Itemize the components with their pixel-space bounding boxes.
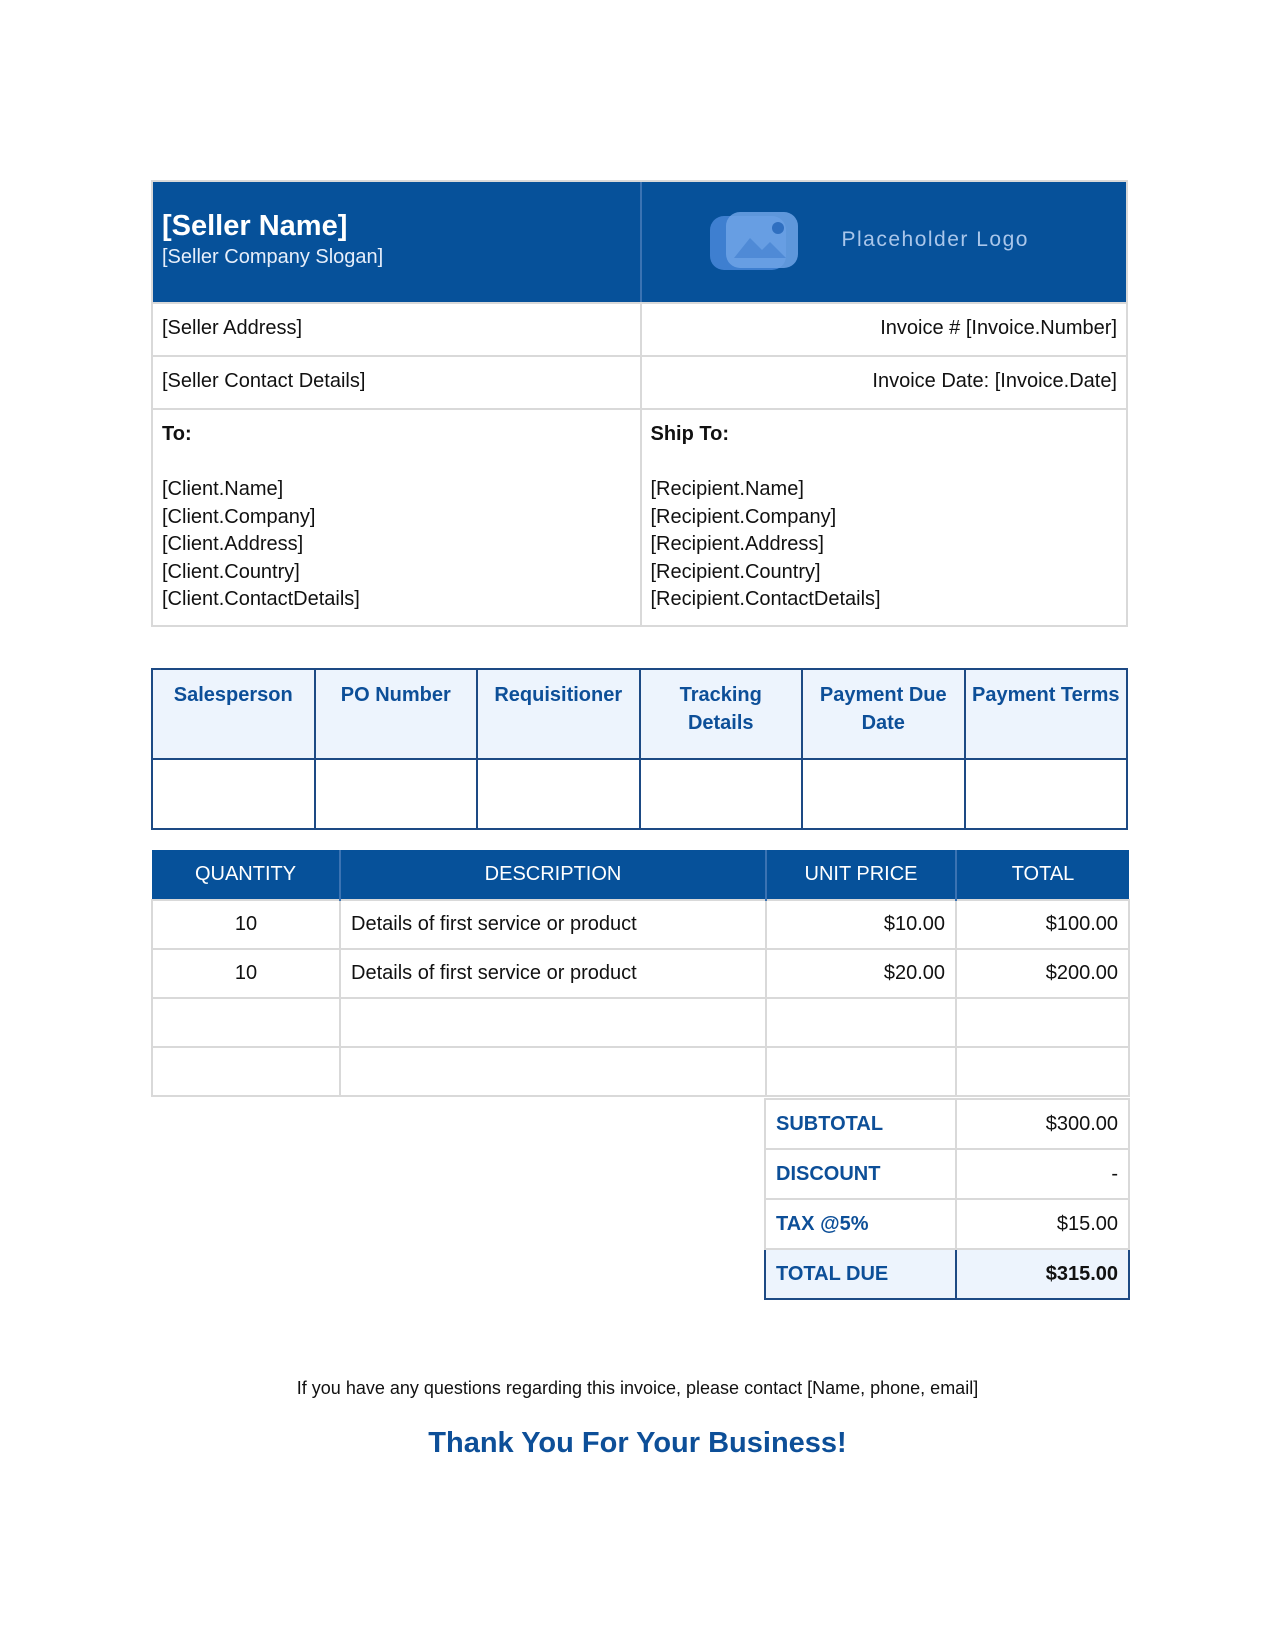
salesperson-cell <box>152 759 315 829</box>
ship-to-line: [Recipient.ContactDetails] <box>650 588 881 610</box>
empty-cell <box>152 998 340 1047</box>
empty-cell <box>152 1047 340 1096</box>
seller-name: [Seller Name] <box>162 210 348 242</box>
header-po-number: PO Number <box>315 669 478 759</box>
seller-slogan: [Seller Company Slogan] <box>162 246 384 268</box>
address-row <box>153 408 1126 625</box>
table-row <box>152 998 1129 1047</box>
discount-label: DISCOUNT <box>765 1149 956 1199</box>
seller-contact: [Seller Contact Details] <box>162 370 366 392</box>
header-banner <box>153 182 1126 302</box>
header-description: DESCRIPTION <box>340 850 766 900</box>
bill-to-line: [Client.Company] <box>162 505 316 528</box>
item-quantity: 10 <box>152 900 340 949</box>
discount-value: - <box>956 1149 1129 1199</box>
order-info-table <box>151 668 1128 830</box>
item-total: $100.00 <box>956 900 1129 949</box>
bill-to-line: [Client.ContactDetails] <box>162 588 360 610</box>
subtotal-value: $300.00 <box>956 1099 1129 1149</box>
ship-to-line: [Recipient.Name] <box>650 478 804 500</box>
tax-label: TAX @5% <box>765 1199 956 1249</box>
empty-cell <box>340 998 766 1047</box>
table-row <box>152 949 1129 998</box>
line-items-table <box>151 850 1130 1097</box>
header-tracking-details: Tracking Details <box>640 669 803 759</box>
bill-to-line: [Client.Name] <box>162 478 284 500</box>
item-description: Details of first service or product <box>340 900 766 949</box>
empty-cell <box>956 998 1129 1047</box>
header-total: TOTAL <box>956 850 1129 900</box>
item-description: Details of first service or product <box>340 949 766 998</box>
ship-to-title: Ship To: <box>650 423 729 445</box>
ship-to-line: [Recipient.Country] <box>650 560 821 583</box>
header-requisitioner: Requisitioner <box>477 669 640 759</box>
subtotal-row <box>765 1099 1129 1149</box>
thank-you-message: Thank You For Your Business! <box>428 1427 847 1459</box>
item-unit-price: $20.00 <box>766 949 956 998</box>
logo-area <box>640 182 1127 302</box>
total-due-value: $315.00 <box>956 1249 1129 1299</box>
item-total: $200.00 <box>956 949 1129 998</box>
item-unit-price: $10.00 <box>766 900 956 949</box>
item-quantity: 10 <box>152 949 340 998</box>
discount-row <box>765 1149 1129 1199</box>
bill-to-line: [Client.Address] <box>162 533 304 555</box>
empty-cell <box>956 1047 1129 1096</box>
header-payment-terms: Payment Terms <box>965 669 1128 759</box>
total-due-label: TOTAL DUE <box>765 1249 956 1299</box>
invoice-date: Invoice Date: [Invoice.Date] <box>640 357 1127 408</box>
totals-table <box>764 1098 1130 1300</box>
payment-terms-cell <box>965 759 1128 829</box>
ship-to-line: [Recipient.Company] <box>650 505 837 528</box>
payment-due-date-cell <box>802 759 965 829</box>
seller-identity <box>153 182 640 302</box>
header-payment-due-date: Payment Due Date <box>802 669 965 759</box>
bill-to-line: [Client.Country] <box>162 560 300 583</box>
header-row-address <box>153 302 1126 355</box>
ship-to-block <box>640 410 1127 625</box>
ship-to-line: [Recipient.Address] <box>650 533 824 555</box>
invoice-header <box>151 180 1128 627</box>
header-row-contact <box>153 355 1126 408</box>
table-row <box>152 1047 1129 1096</box>
total-due-row <box>765 1249 1129 1299</box>
header-unit-price: UNIT PRICE <box>766 850 956 900</box>
seller-address: [Seller Address] <box>162 317 303 339</box>
logo-text: Placeholder Logo <box>841 228 1029 251</box>
tracking-details-cell <box>640 759 803 829</box>
bill-to-title: To: <box>162 423 192 445</box>
header-quantity: QUANTITY <box>152 850 340 900</box>
header-salesperson: Salesperson <box>152 669 315 759</box>
requisitioner-cell <box>477 759 640 829</box>
empty-cell <box>766 1047 956 1096</box>
po-number-cell <box>315 759 478 829</box>
empty-cell <box>340 1047 766 1096</box>
line-items-header <box>152 850 1129 900</box>
tax-value: $15.00 <box>956 1199 1129 1249</box>
order-info-value-row <box>152 759 1127 829</box>
table-row <box>152 900 1129 949</box>
empty-cell <box>766 998 956 1047</box>
invoice-number: Invoice # [Invoice.Number] <box>640 304 1127 355</box>
order-info-header-row <box>152 669 1127 759</box>
bill-to-block <box>153 410 640 625</box>
contact-note: If you have any questions regarding this invoice, please contact [Name, phone, email] <box>296 1378 979 1398</box>
image-placeholder-icon <box>706 210 802 279</box>
subtotal-label: SUBTOTAL <box>765 1099 956 1149</box>
tax-row <box>765 1199 1129 1249</box>
